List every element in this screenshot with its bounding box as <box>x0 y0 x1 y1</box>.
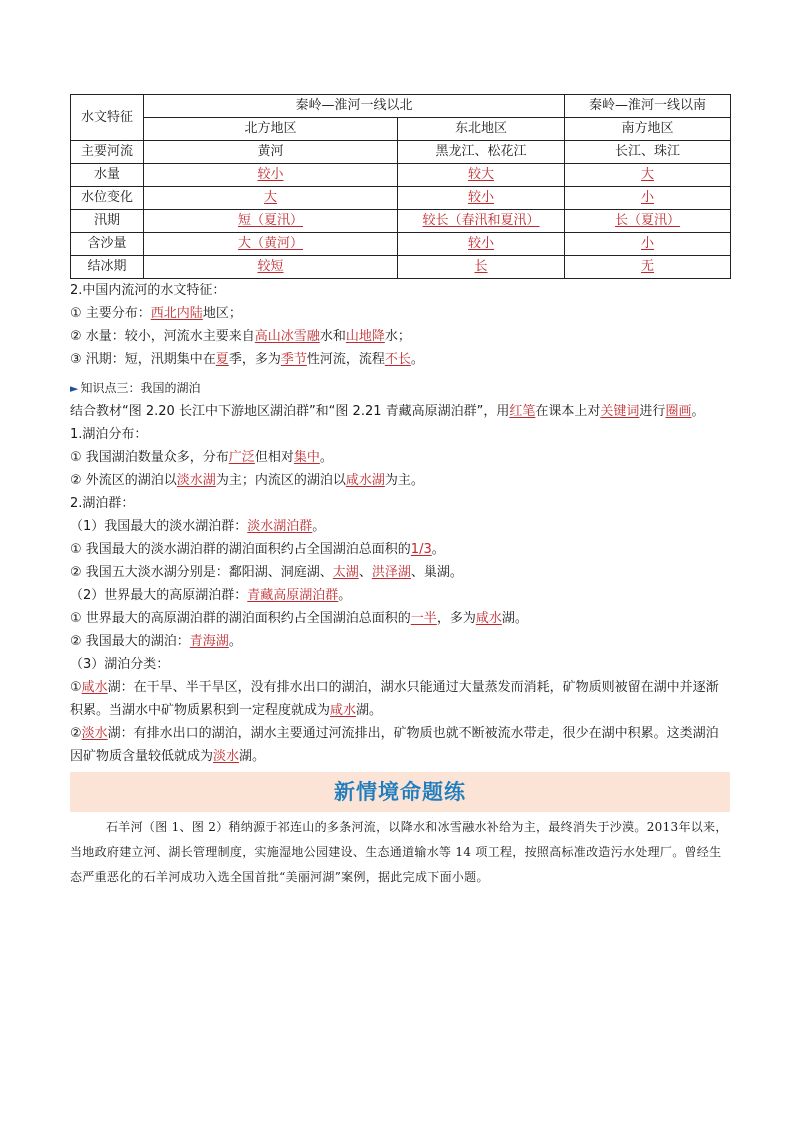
lake-distribution-item: ② 外流区的湖泊以淡水湖为主；内流区的湖泊以咸水湖为主。 <box>70 473 424 488</box>
cell-south <box>565 256 731 279</box>
header-north-region: 北方地区 <box>144 118 398 141</box>
answer-text: 较小 <box>468 236 495 251</box>
answer-text: 较大 <box>468 167 495 182</box>
cell-northeast <box>398 187 565 210</box>
row-label: 含沙量 <box>71 233 144 256</box>
table-row <box>71 233 731 256</box>
row-label: 水量 <box>71 164 144 187</box>
lake-group-heading: （1）我国最大的淡水湖泊群：淡水湖泊群。 <box>70 519 326 534</box>
knowledge-intro: 结合教材“图 2.20 长江中下游地区湖泊群”和“图 2.21 青藏高原湖泊群”，用红笔在课本上对关键词进行圈画。 <box>70 404 705 419</box>
answer-text: 大（黄河） <box>237 236 303 251</box>
header-south-region: 南方地区 <box>565 118 731 141</box>
cell-south: 长江、珠江 <box>565 141 731 164</box>
hydrology-table <box>70 94 731 279</box>
triangle-icon: ► <box>70 382 79 395</box>
header-north-group: 秦岭—淮河一线以北 <box>144 95 565 118</box>
cell-northeast <box>398 210 565 233</box>
table-row <box>71 210 731 233</box>
header-south-group: 秦岭—淮河一线以南 <box>565 95 731 118</box>
answer-text: 无 <box>641 259 655 274</box>
section-banner: 新情境命题练 <box>70 772 730 812</box>
answer-text: 较长（春汛和夏汛） <box>422 213 540 228</box>
header-feature: 水文特征 <box>71 95 144 141</box>
cell-north <box>144 187 398 210</box>
row-label: 结冰期 <box>71 256 144 279</box>
saltwater-lake-desc: ①咸水湖：在干旱、半干旱区，没有排水出口的湖泊，湖水只能通过大量蒸发而消耗，矿物质则被留在湖中并逐渐积累。当湖水中矿物质累积到一定程度就成为咸水湖。 <box>70 680 719 718</box>
answer-text: 较小 <box>468 190 495 205</box>
header-northeast-region: 东北地区 <box>398 118 565 141</box>
row-label: 汛期 <box>71 210 144 233</box>
cell-north <box>144 210 398 233</box>
answer-text: 小 <box>641 190 655 205</box>
reading-passage: 石羊河（图 1、图 2）稍纳源于祁连山的多条河流，以降水和冰雪融水补给为主，最终消失于沙漠。2013年以来，当地政府建立河、湖长管理制度，实施湿地公园建设、生态通道输水等 14 项工程，按照高标准改造污水处理厂。曾经生态严重恶化的石羊河成功入选全国首批“美丽河湖”案例，据此完成下面小题。 <box>70 820 728 884</box>
cell-northeast <box>398 233 565 256</box>
cell-northeast: 黑龙江、松花江 <box>398 141 565 164</box>
table-row <box>71 141 731 164</box>
page-content <box>70 94 730 890</box>
row-label: 水位变化 <box>71 187 144 210</box>
cell-south <box>565 233 731 256</box>
answer-text: 大 <box>263 190 277 205</box>
freshwater-lake-desc: ②淡水湖：有排水出口的湖泊，湖水主要通过河流排出，矿物质也就不断被流水带走，很少在湖中积累。这类湖泊因矿物质含量较低就成为淡水湖。 <box>70 726 719 764</box>
inland-distribution: ① 主要分布：西北内陆地区； <box>70 306 242 321</box>
inland-water-volume: ② 水量：较小，河流水主要来自高山冰雪融水和山地降水； <box>70 329 411 344</box>
cell-north: 黄河 <box>144 141 398 164</box>
inland-title: 2.中国内流河的水文特征： <box>70 283 226 298</box>
lake-group-item: ② 我国五大淡水湖分别是：鄱阳湖、洞庭湖、太湖、洪泽湖、巢湖。 <box>70 565 463 580</box>
cell-north <box>144 164 398 187</box>
cell-north <box>144 256 398 279</box>
lake-distribution-item: ① 我国湖泊数量众多，分布广泛但相对集中。 <box>70 450 333 465</box>
cell-south <box>565 164 731 187</box>
lake-groups-title: 2.湖泊群： <box>70 496 135 511</box>
lake-distribution-title: 1.湖泊分布： <box>70 427 148 442</box>
table-subheader-row <box>71 118 731 141</box>
lake-group-heading: （2）世界最大的高原湖泊群：青藏高原湖泊群。 <box>70 588 352 603</box>
cell-northeast <box>398 164 565 187</box>
table-row <box>71 187 731 210</box>
lake-group-item: ① 世界最大的高原湖泊群的湖泊面积约占全国湖泊总面积的一半，多为咸水湖。 <box>70 611 528 626</box>
table-header-row <box>71 95 731 118</box>
cell-south <box>565 187 731 210</box>
lake-group-item: ① 我国最大的淡水湖泊群的湖泊面积约占全国湖泊总面积的1/3。 <box>70 542 445 557</box>
answer-text: 大 <box>641 167 655 182</box>
table-row <box>71 256 731 279</box>
table-row <box>71 164 731 187</box>
answer-text: 短（夏汛） <box>237 213 303 228</box>
answer-text: 长 <box>474 259 488 274</box>
row-label: 主要河流 <box>71 141 144 164</box>
inland-flood-season: ③ 汛期：短，汛期集中在夏季，多为季节性河流，流程不长。 <box>70 352 424 367</box>
answer-text: 长（夏汛） <box>615 213 681 228</box>
cell-northeast <box>398 256 565 279</box>
answer-text: 小 <box>641 236 655 251</box>
cell-south <box>565 210 731 233</box>
lake-group-item: ② 我国最大的湖泊：青海湖。 <box>70 634 242 649</box>
knowledge-point-heading: ► 知识点三：我国的湖泊 <box>70 381 201 395</box>
answer-text: 较小 <box>257 167 284 182</box>
answer-text: 较短 <box>257 259 284 274</box>
cell-north <box>144 233 398 256</box>
lake-classification-title: （3）湖泊分类： <box>70 657 170 672</box>
